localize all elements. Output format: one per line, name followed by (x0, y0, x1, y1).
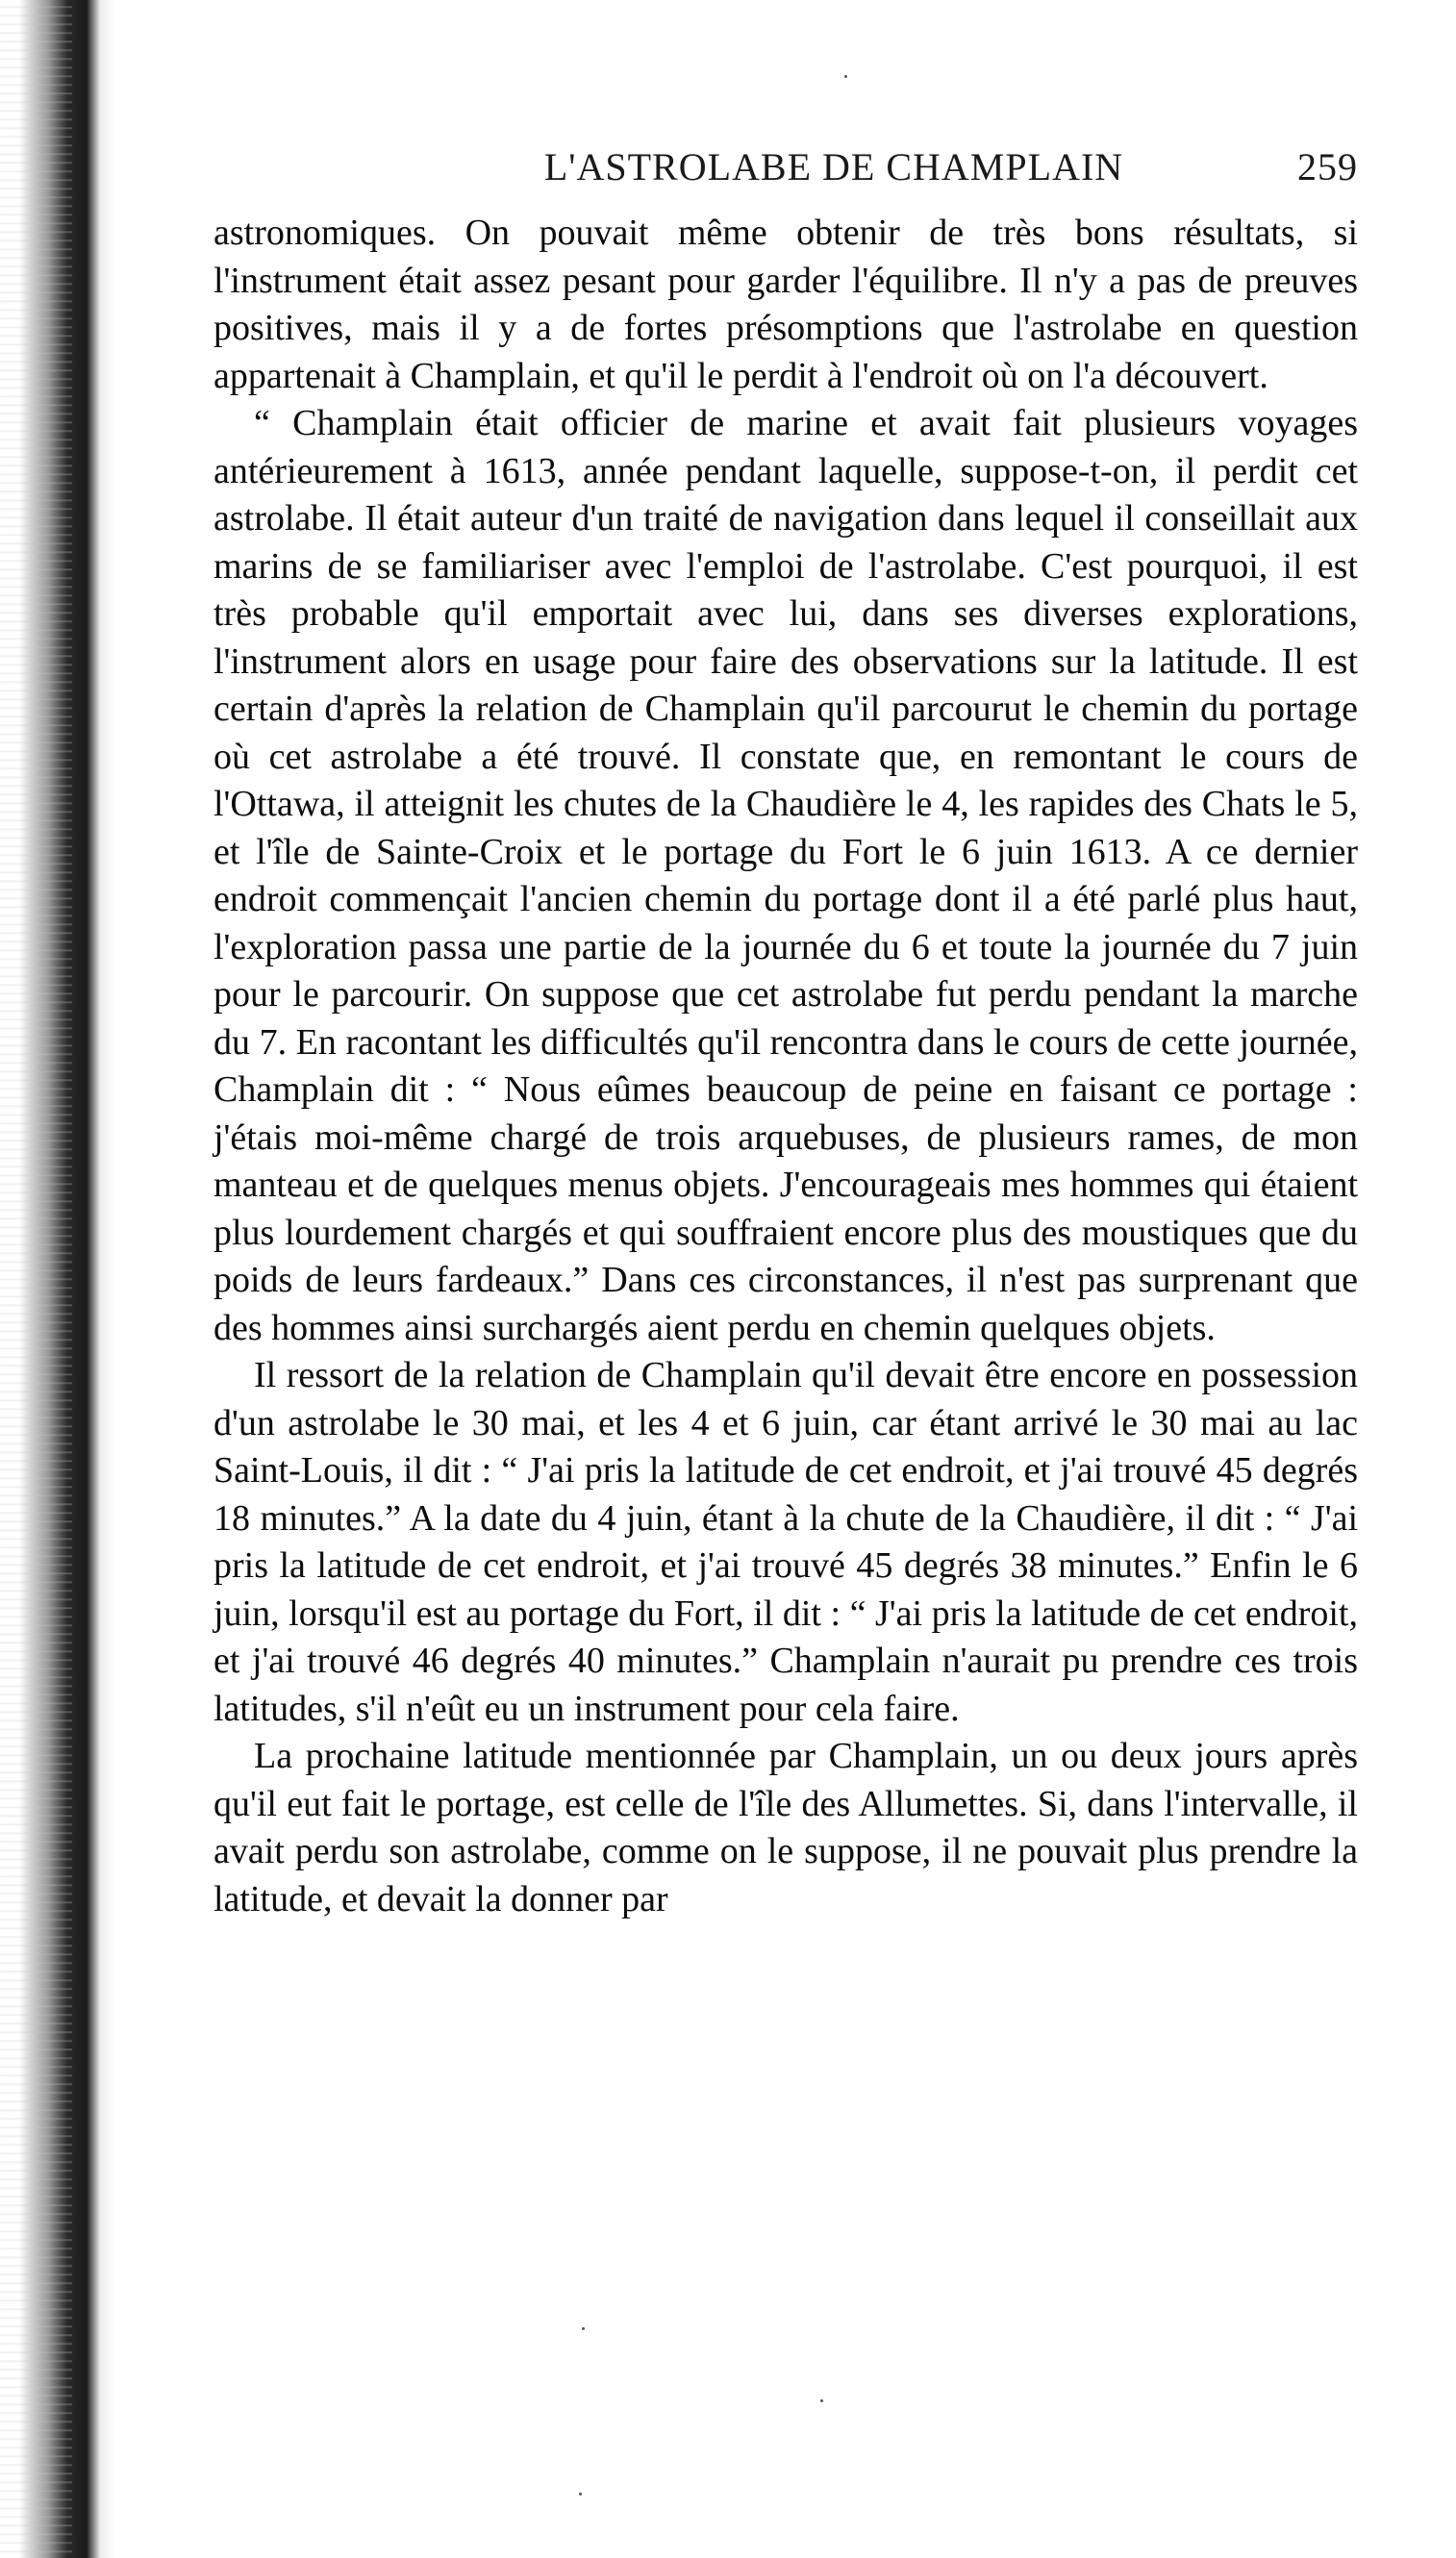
page-number: 259 (1297, 145, 1358, 188)
running-header (213, 144, 1358, 202)
paragraph-latitudes: Il ressort de la relation de Champlain qu'il devait être encore en possession d'un astrolabe le 30 mai, et les 4 et 6 juin, car étant arrivé le 30 mai au lac Saint-Louis, il dit : “ J'ai pris la latitude de cet endroit, et j'ai trouvé 45 degrés 18 minutes.” A la date du 4 juin, étant à la chute de la Chaudière, il dit : “ J'ai pris la latitude de cet endroit, et j'ai trouvé 45 degrés 38 minutes.” Enfin le 6 juin, lorsqu'il est au portage du Fort, il dit : “ J'ai pris la latitude de cet endroit, et j'ai trouvé 46 degrés 40 minutes.” Champlain n'aurait pu prendre ces trois latitudes, s'il n'eût eu un instrument pour cela faire. (213, 1355, 1358, 1729)
scan-speck (820, 2399, 823, 2402)
paragraph-quote-champlain: “ Champlain était officier de marine et avait fait plusieurs voyages antérieurement à 1613, année pendant laquelle, suppose-t-on, il perdit cet astrolabe. Il était auteur d'un traité de navigation dans lequel il conseillait aux marins de se familiariser avec l'emploi de l'astrolabe. C'est pourquoi, il est très probable qu'il emportait avec lui, dans ses diverses explorations, l'instrument alors en usage pour faire des observations sur la latitude. Il est certain d'après la relation de Champlain qu'il parcourut le chemin du portage où cet astrolabe a été trouvé. Il constate que, en remontant le cours de l'Ottawa, il atteignit les chutes de la Chaudière le 4, les rapides des Chats le 5, et l'île de Sainte-Croix et le portage du Fort le 6 juin 1613. A ce dernier endroit commençait l'ancien chemin du portage dont il a été parlé plus haut, l'exploration passa une partie de la journée du 6 et toute la journée du 7 juin pour le parcourir. On suppose que cet astrolabe fut perdu pendant la marche du 7. En racontant les difficultés qu'il rencontra dans le cours de cette journée, Champlain dit : “ Nous eûmes beaucoup de peine en faisant ce portage : j'étais moi-même chargé de trois arquebuses, de plusieurs rames, de mon manteau et de quelques menus objets. J'encourageais mes hommes qui étaient plus lourdement chargés et qui souffraient encore plus des moustiques que du poids de leurs fardeaux.” Dans ces circonstances, il n'est pas surprenant que des hommes ainsi surchargés aient perdu en chemin quelques objets. (213, 403, 1358, 1348)
paragraph-allumettes: La prochaine latitude mentionnée par Champlain, un ou deux jours après qu'il eut fait le portage, est celle de l'île des Allumettes. Si, dans l'intervalle, il avait perdu son astrolabe, comme on le suppose, il ne pouvait plus prendre la latitude, et devait la donner par (213, 1736, 1358, 1919)
binding-scan-noise (0, 0, 72, 2558)
body-text (213, 210, 1358, 1923)
scan-speck (582, 2327, 585, 2330)
paragraph-continuation: astronomiques. On pouvait même obtenir de très bons résultats, si l'instrument était assez pesant pour garder l'équilibre. Il n'y a pas de preuves positives, mais il y a de fortes présomptions que l'astrolabe en question appartenait à Champlain, et qu'il le perdit à l'endroit où on l'a découvert. (213, 213, 1358, 396)
scan-speck (579, 2493, 582, 2495)
running-title: L'ASTROLABE DE CHAMPLAIN (543, 145, 1124, 188)
book-page (213, 144, 1358, 1923)
scan-speck (844, 75, 847, 78)
